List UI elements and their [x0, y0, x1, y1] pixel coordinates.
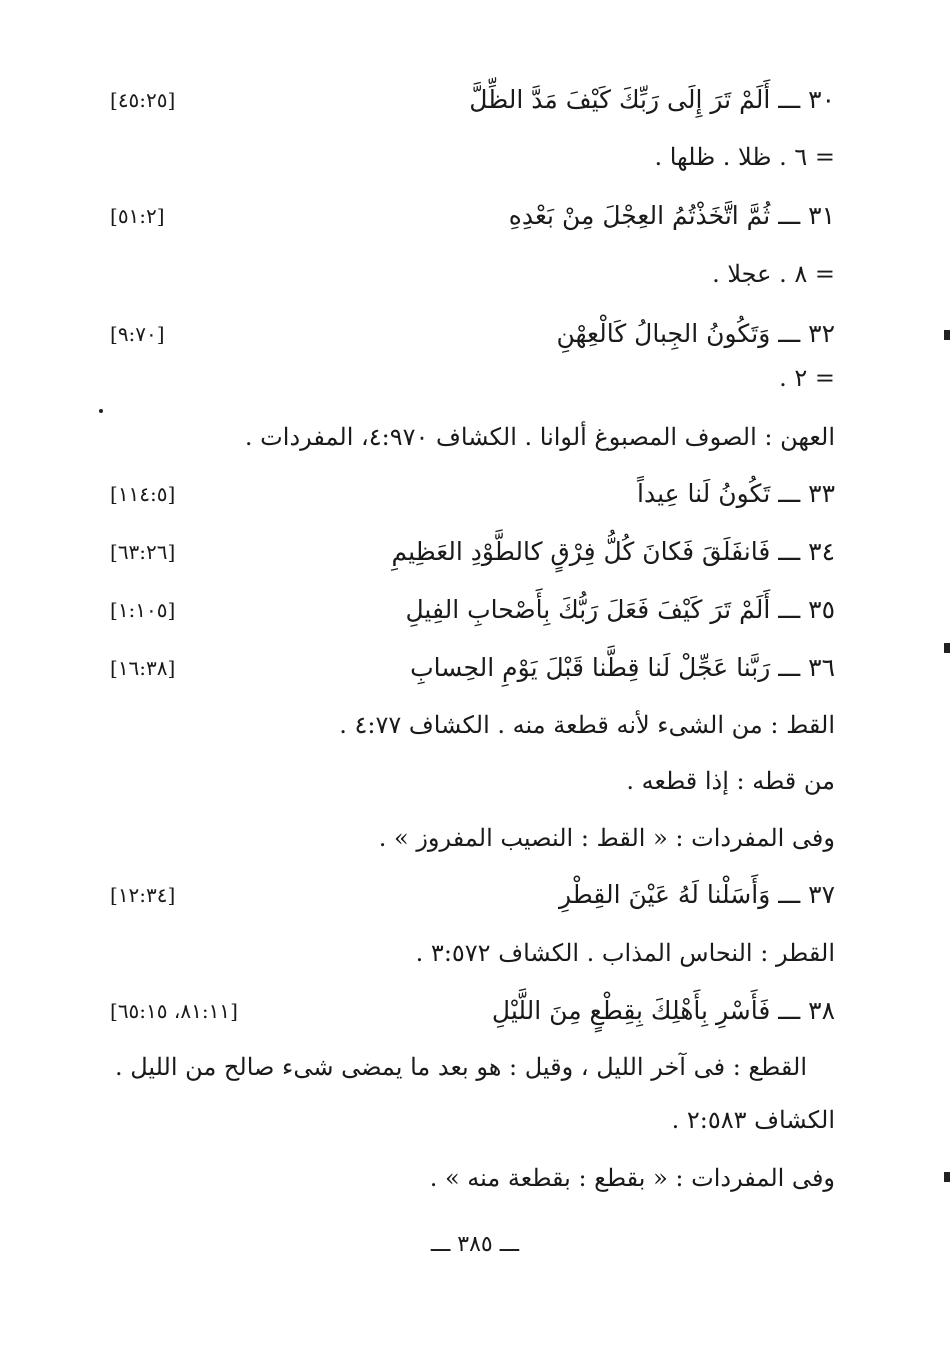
scan-mark — [944, 643, 950, 653]
commentary-line — [100, 415, 835, 459]
verse-text: ٣٤ ـــ فَانفَلَقَ فَكانَ كُلُّ فِرْقٍ كالطَّوْدِ العَظِيمِ — [391, 537, 835, 566]
commentary-text: العهن : الصوف المصبوغ ألوانا . الكشاف ٤:٩٧٠، المفردات . — [244, 423, 835, 451]
commentary-text: القطع : فى آخر الليل ، وقيل : هو بعد ما يمضى شىء صالح من الليل . — [114, 1053, 807, 1081]
verse-line-37 — [100, 873, 835, 917]
verse-text: ٣١ ـــ ثُمَّ اتَّخَذْتُمُ العِجْلَ مِنْ بَعْدِهِ — [508, 201, 835, 230]
verse-reference: [٤٥:٢٥] — [110, 88, 176, 112]
commentary-line — [100, 1045, 835, 1089]
scan-dot — [99, 409, 103, 413]
commentary-text: من قطه : إذا قطعه . — [626, 767, 835, 795]
verse-line-38 — [100, 989, 835, 1033]
verse-text: ٣٨ ـــ فَأَسْرِ بِأَهْلِكَ بِقِطْعٍ مِنَ اللَّيْلِ — [491, 996, 835, 1025]
verse-text: ٣٠ ـــ أَلَمْ تَرَ إِلَى رَبِّكَ كَيْفَ مَدَّ الظِّلَّ — [469, 85, 835, 114]
verse-line-30 — [100, 78, 835, 122]
verse-line-31 — [100, 194, 835, 238]
note-line — [100, 356, 835, 400]
verse-reference: [٩:٧٠] — [110, 322, 165, 346]
scan-mark — [944, 330, 950, 340]
verse-text: ٣٦ ـــ رَبَّنا عَجِّلْ لَنا قِطَّنا قَبْلَ يَوْمِ الحِسابِ — [410, 653, 835, 682]
verse-line-35 — [100, 588, 835, 632]
page-number: ـــ ٣٨٥ ـــ — [430, 1232, 520, 1257]
commentary-line — [100, 1156, 835, 1200]
commentary-line — [100, 759, 835, 803]
verse-text: ٣٣ ـــ تَكُونُ لَنا عِيداً — [637, 479, 835, 508]
verse-text: ٣٥ ـــ أَلَمْ تَرَ كَيْفَ فَعَلَ رَبُّكَ بِأَصْحابِ الفِيلِ — [405, 595, 835, 624]
verse-reference: [١٢:٣٤] — [110, 883, 176, 907]
note-text: = ٦ . ظلا . ظلها . — [654, 143, 835, 171]
commentary-line — [100, 931, 835, 975]
verse-text: ٣٢ ـــ وَتَكُونُ الجِبالُ كَالْعِهْنِ — [556, 319, 835, 348]
commentary-text: الكشاف ٢:٥٨٣ . — [671, 1106, 835, 1134]
scan-mark — [944, 1172, 950, 1182]
verse-reference: [١٦:٣٨] — [110, 656, 176, 680]
verse-line-33 — [100, 472, 835, 516]
verse-line-36 — [100, 646, 835, 690]
commentary-text: القط : من الشىء لأنه قطعة منه . الكشاف ٤:٧٧ . — [339, 711, 835, 739]
verse-reference: [١:١٠٥] — [110, 598, 176, 622]
commentary-text: القطر : النحاس المذاب . الكشاف ٣:٥٧٢ . — [415, 939, 835, 967]
verse-text: ٣٧ ـــ وَأَسَلْنا لَهُ عَيْنَ القِطْرِ — [559, 880, 835, 909]
verse-reference: [١١٤:٥] — [110, 482, 176, 506]
commentary-text: وفى المفردات : « القط : النصيب المفروز » . — [378, 824, 835, 852]
verse-line-34 — [100, 530, 835, 574]
commentary-line — [100, 1098, 835, 1142]
note-line — [100, 252, 835, 296]
verse-line-32 — [100, 312, 835, 356]
commentary-line — [100, 703, 835, 747]
verse-reference: [٨١:١١، ٦٥:١٥] — [110, 999, 238, 1023]
note-line — [100, 135, 835, 179]
note-text: = ٨ . عجلا . — [712, 260, 835, 288]
note-text: = ٢ . — [779, 364, 835, 392]
verse-reference: [٥١:٢] — [110, 204, 165, 228]
verse-reference: [٦٣:٢٦] — [110, 540, 176, 564]
commentary-text: وفى المفردات : « بقطع : بقطعة منه » . — [429, 1164, 835, 1192]
commentary-line — [100, 816, 835, 860]
